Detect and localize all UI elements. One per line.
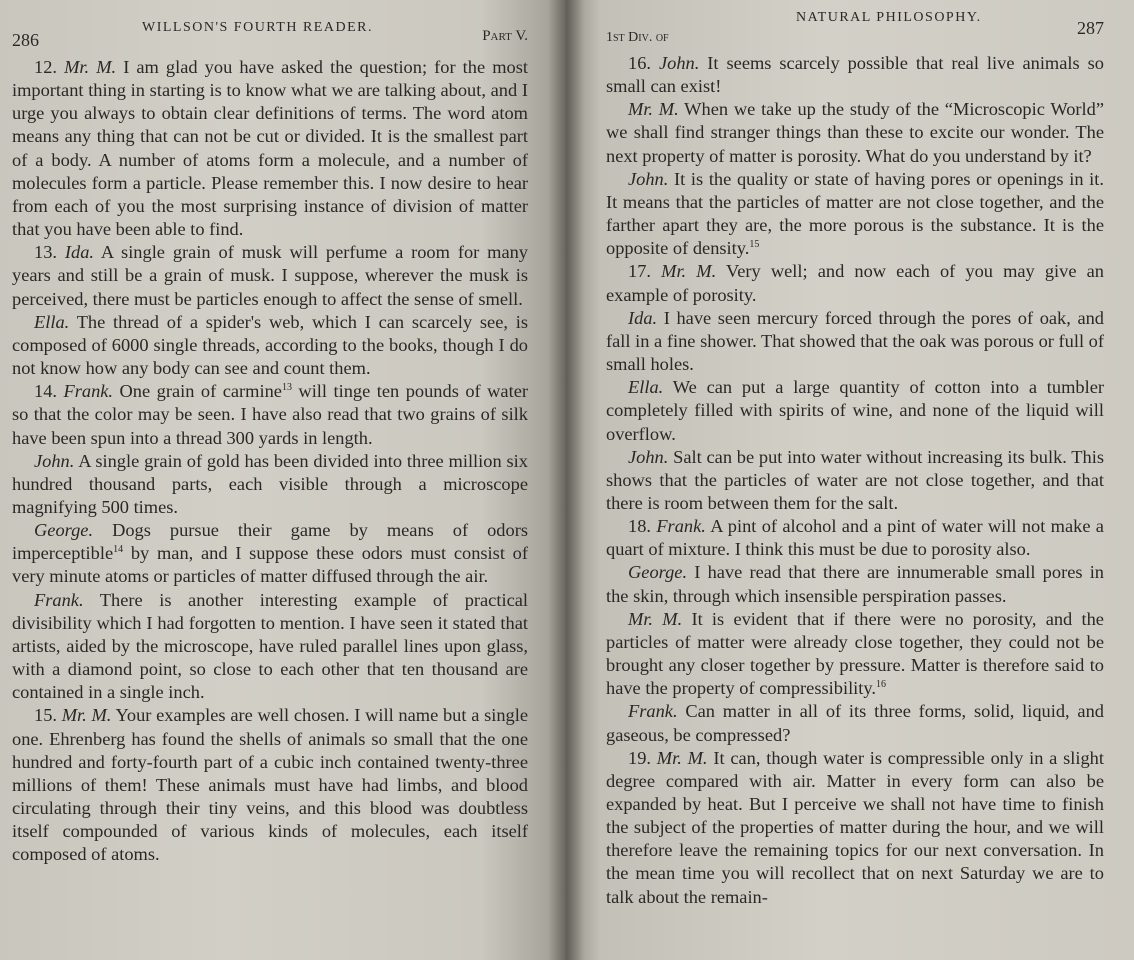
paragraph: 12. Mr. M. I am glad you have asked the question; for the most important thing in starting is to know what we are talking about, and I urge you always to obtain clear definitions of terms. The word atom means any thing that can not be cut or divided. It is the smallest part of a body. A number of atoms form a molecule, and a number of molecules form a particle. Please remember this. I now desire to hear from each of you the most surprising instance of division of matter that you have been able to find. xyxy=(12,57,528,240)
division-label: 1st Div. of xyxy=(606,30,669,45)
left-page-body xyxy=(12,56,528,866)
right-page xyxy=(566,0,1134,960)
paragraph: 15. Mr. M. Your examples are well chosen. I will name but a single one. Ehrenberg has found the shells of animals so small that the one hundred and forty-fourth part of a cubic inch contained twenty-three millions of them! These animals must have had limbs, and blood circulating through their tiny veins, and this blood was doubtless itself compounded of various kinds of molecules, each itself composed of atoms. xyxy=(12,705,529,865)
paragraph: 16. John. It seems scarcely possible that real live animals so small can exist! xyxy=(606,53,1104,97)
paragraph: Frank. Can matter in all of its three forms, solid, liquid, and gaseous, be compressed? xyxy=(606,701,1104,745)
left-page-header xyxy=(12,0,528,50)
paragraph: 13. Ida. A single grain of musk will perfume a room for many years and still be a grain of musk. I suppose, wherever the musk is perceived, there must be particles enough to affect the sense of smell. xyxy=(12,242,528,309)
page-number: 287 xyxy=(1077,18,1104,38)
page-number: 286 xyxy=(12,30,39,50)
paragraph: George. I have read that there are innumerable small pores in the skin, through which insensible perspiration passes. xyxy=(606,562,1104,606)
left-page xyxy=(0,0,566,960)
paragraph: 14. Frank. One grain of carmine$^{13}$ will tinge ten pounds of water so that the color may be seen. I have also read that two grains of silk have been spun into a thread 300 yards in length. xyxy=(12,381,528,448)
right-page-header xyxy=(606,0,1104,45)
running-head: WILLSON'S FOURTH READER. xyxy=(142,20,373,35)
paragraph: Ella. We can put a large quantity of cotton into a tumbler completely filled with spirits of wine, and none of the liquid will overflow. xyxy=(606,377,1104,444)
paragraph: Ida. I have seen mercury forced through the pores of oak, and fall in a fine shower. That showed that the oak was porous or full of small holes. xyxy=(606,307,1104,375)
paragraph: John. A single grain of gold has been divided into three million six hundred thousand parts, each visible through a microscope magnifying 500 times. xyxy=(12,450,528,517)
paragraph: Mr. M. When we take up the study of the “Microscopic World” we shall find stranger things than these to excite our wonder. The next property of matter is porosity. What do you understand by it? xyxy=(606,99,1104,166)
part-label: Part V. xyxy=(482,28,528,44)
paragraph: John. Salt can be put into water without increasing its bulk. This shows that the particles of water are not close together, and that there is room between them for the salt. xyxy=(606,446,1104,513)
paragraph: 17. Mr. M. Very well; and now each of you may give an example of porosity. xyxy=(606,261,1104,305)
paragraph: 18. Frank. A pint of alcohol and a pint of water will not make a quart of mixture. I think this must be due to porosity also. xyxy=(606,516,1104,560)
paragraph: Mr. M. It is evident that if there were no porosity, and the particles of matter were already close together, they could not be brought any closer together by pressure. Matter is therefore said to have the property of compressibility.$^{16}$ xyxy=(606,608,1104,699)
paragraph: 19. Mr. M. It can, though water is compressible only in a slight degree compared with air. Matter in every form can also be expanded by heat. But I perceive we shall not have time to finish the subject of the properties of matter during the hour, and we will therefore leave the remaining topics for our next conversation. In the mean time you will recollect that on next Saturday we are to talk about the remain- xyxy=(606,747,1104,907)
paragraph: George. Dogs pursue their game by means of odors imperceptible$^{14}$ by man, and I suppose these odors must consist of very minute atoms or particles of matter diffused through the air. xyxy=(12,520,528,587)
paragraph: Frank. There is another interesting example of practical divisibility which I had forgotten to mention. I have seen it stated that artists, aided by the microscope, have ruled parallel lines upon glass, with a diamond point, so close to each other that ten thousand are contained in a single inch. xyxy=(12,589,528,703)
paragraph: Ella. The thread of a spider's web, which I can scarcely see, is composed of 6000 single threads, according to the books, though I do not know how any body can see and count them. xyxy=(12,311,528,379)
running-head: NATURAL PHILOSOPHY. xyxy=(796,10,982,25)
paragraph: John. It is the quality or state of having pores or openings in it. It means that the particles of matter are not close together, and the farther apart they are, the more porous is the substance. It is the opposite of density.$^{15}$ xyxy=(606,168,1104,259)
book-gutter xyxy=(548,0,584,960)
right-page-body xyxy=(606,52,1104,909)
